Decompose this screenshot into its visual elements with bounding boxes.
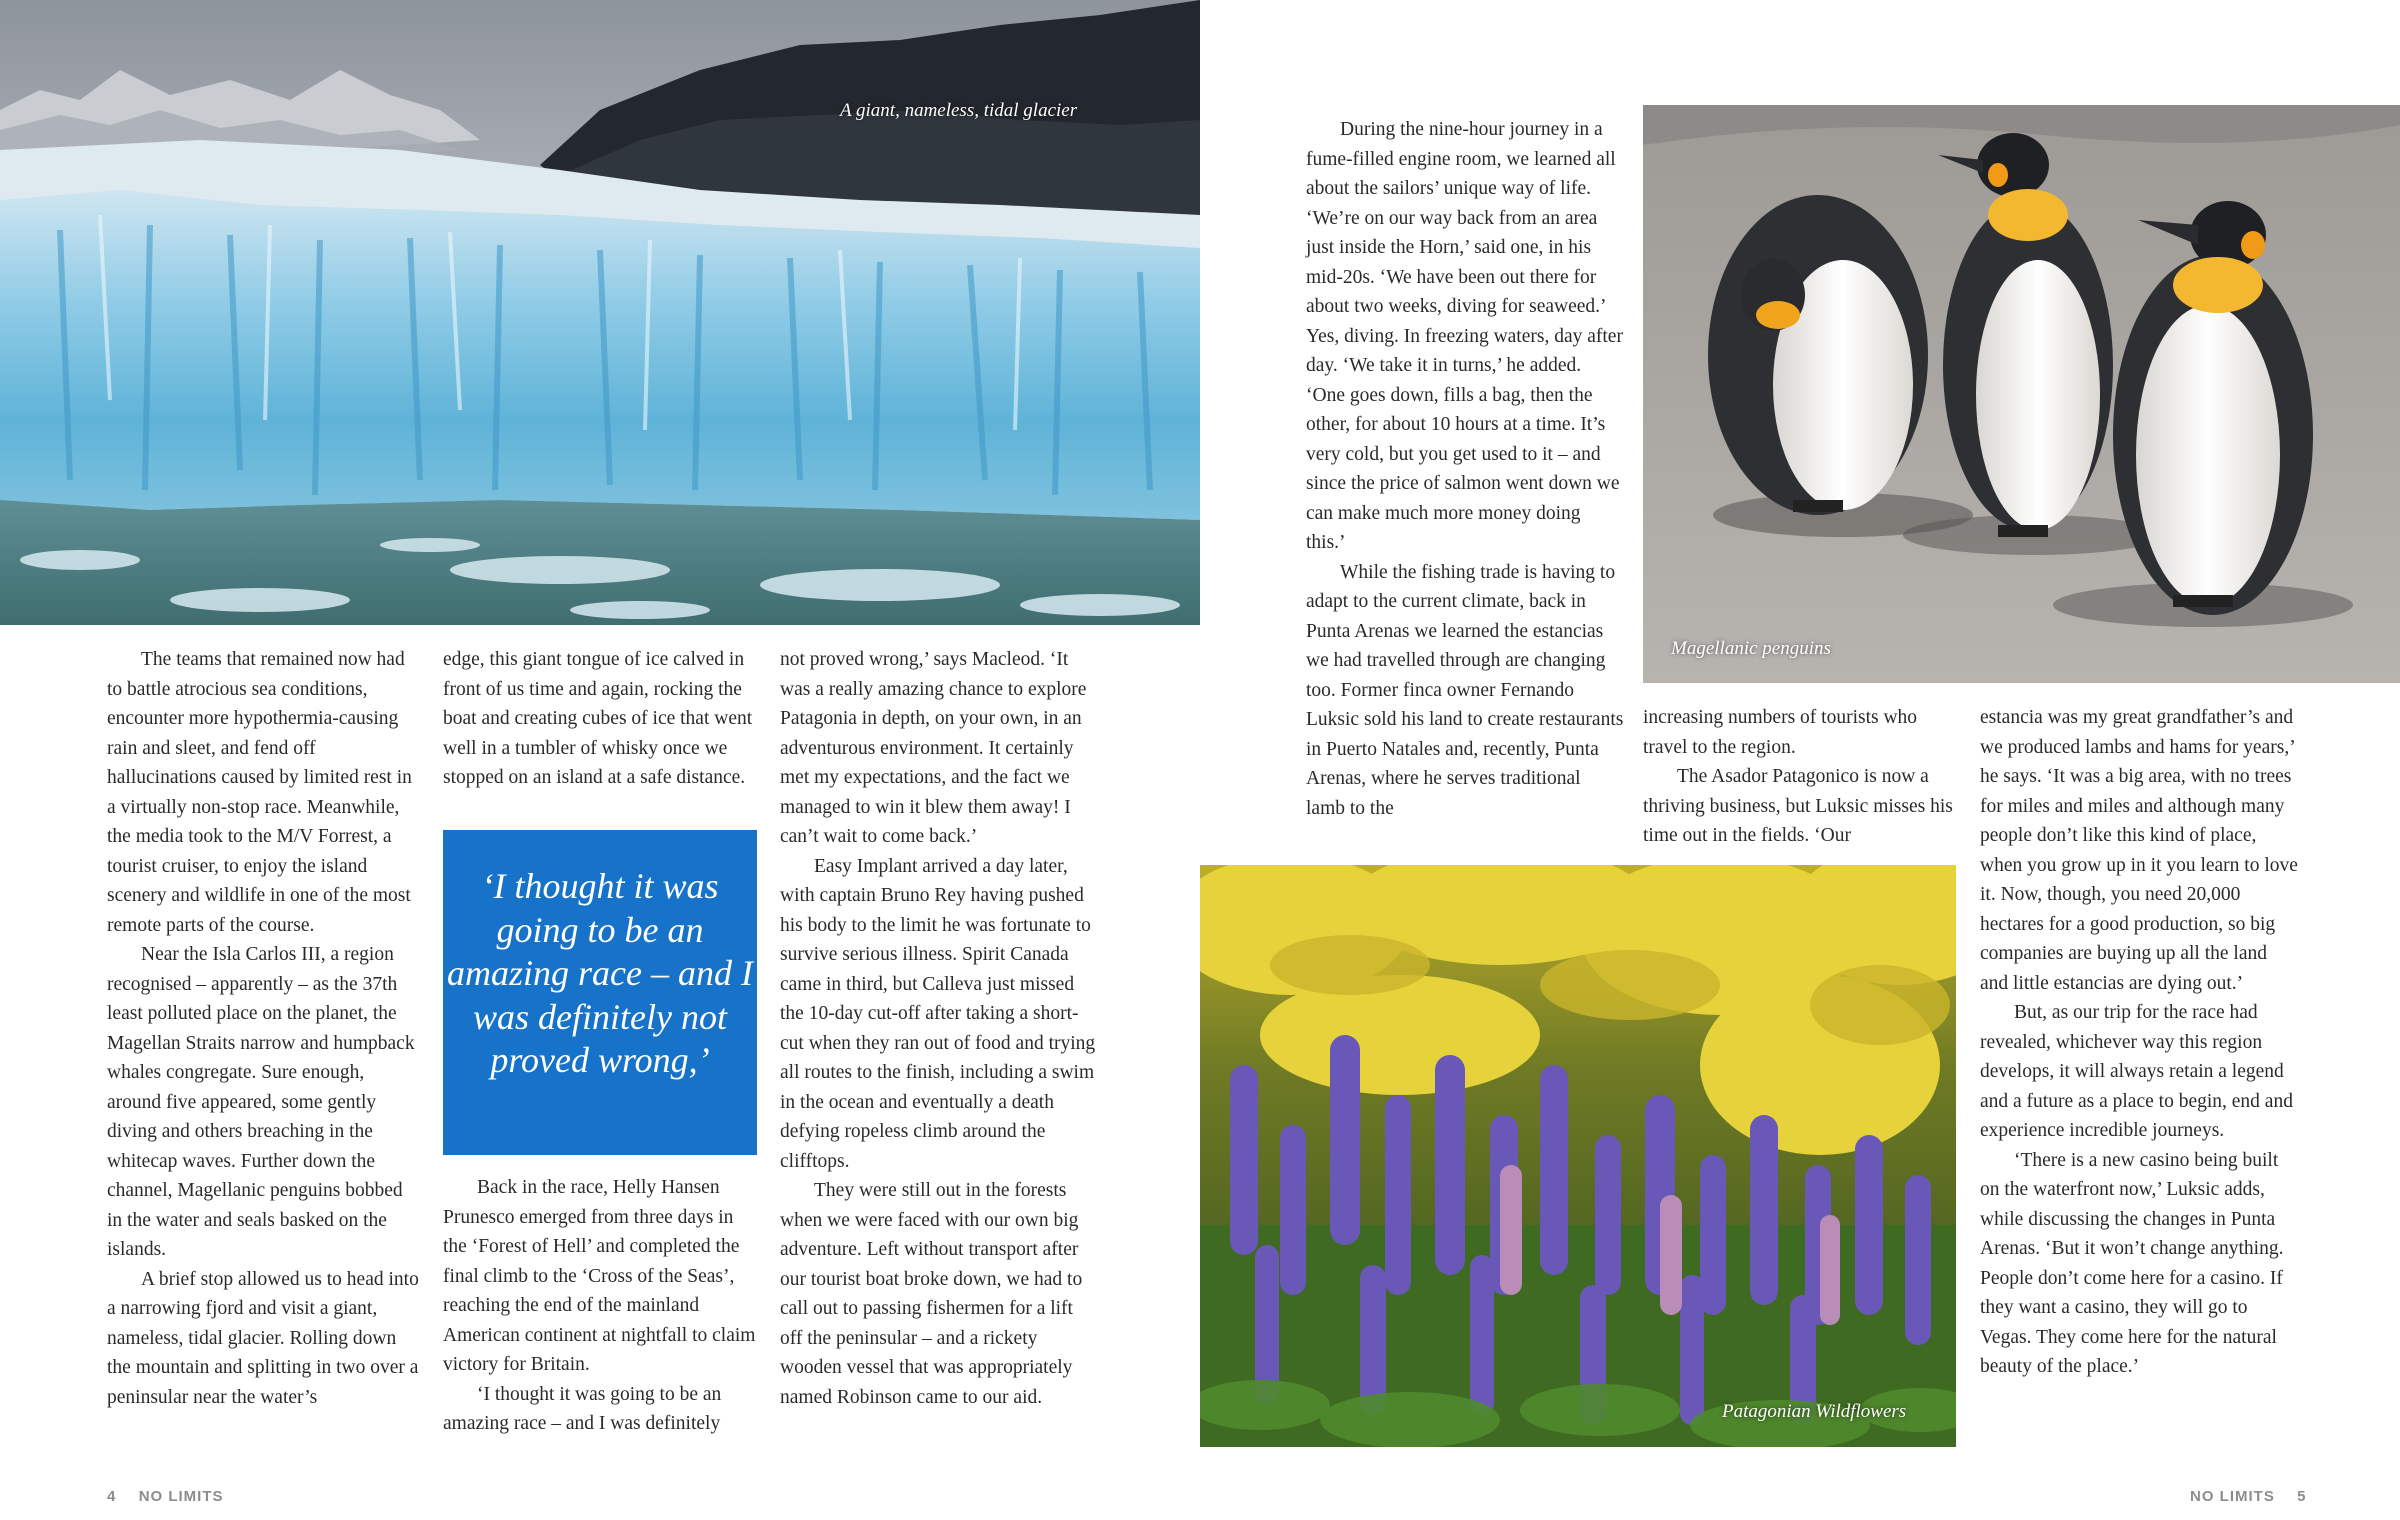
- page-number-right: 5: [2297, 1488, 2307, 1505]
- article-column-3: [780, 645, 1100, 1412]
- paragraph: not proved wrong,’ says Macleod. ‘It was a really amazing chance to explore Patagonia in depth, on your own, in an adventurous environment. It certainly met my expectations, and the fact we managed to win it blew them away! I can’t wait to come back.’: [780, 649, 1087, 847]
- footer-right: [2190, 1488, 2307, 1505]
- glacier-photo: [0, 0, 1200, 625]
- footer-left: [107, 1488, 224, 1505]
- paragraph: estancia was my great grandfather’s and we produced lambs and hams for years,’ he says. ‘It was a big area, with no trees for miles and miles and although many people don’t like this kind of place, when you grow up in it you learn to love it. Now, though, you need 20,000 hectares for a good production, so big companies are buying up all the land and little estancias are dying out.’: [1980, 707, 2298, 994]
- glacier-caption: A giant, nameless, tidal glacier: [840, 100, 1078, 121]
- paragraph: Back in the race, Helly Hansen Prunesco emerged from three days in the ‘Forest of Hell’ and completed the final climb to the ‘Cross of the Seas’, reaching the end of the mainland American continent at nightfall to claim victory for Britain.: [443, 1177, 756, 1375]
- article-column-4: [1306, 115, 1624, 823]
- page-number-left: 4: [107, 1488, 117, 1505]
- wildflowers-photo: [1200, 865, 1956, 1447]
- article-column-2-top: [443, 645, 761, 793]
- magazine-title-right: NO LIMITS: [2190, 1488, 2275, 1505]
- article-column-5: [1643, 703, 1961, 851]
- paragraph: increasing numbers of tourists who travel to the region.: [1643, 707, 1918, 758]
- magazine-title-left: NO LIMITS: [138, 1488, 224, 1505]
- paragraph: The teams that remained now had to battle atrocious sea conditions, encounter more hypothermia-causing rain and sleet, and fend off hallucinations caused by limited rest in a virtually non-stop race. Meanwhile, the media took to the M/V Forrest, a tourist cruiser, to enjoy the island scenery and wildlife in one of the most remote parts of the course.: [107, 649, 412, 936]
- paragraph: ‘I thought it was going to be an amazing race – and I was definitely: [443, 1383, 722, 1434]
- paragraph: During the nine-hour journey in a fume-filled engine room, we learned all about the sailors’ unique way of life. ‘We’re on our way back from an area just inside the Horn,’ said one, in his mid-20s. ‘We have been out there for about two weeks, diving for seaweed.’ Yes, diving. In freezing waters, day after day. ‘We take it in turns,’ he added. ‘One goes down, fills a bag, then the other, for about 10 hours at a time. It’s very cold, but you get used to it – and since the price of salmon went down we can make much more money doing this.’: [1306, 119, 1623, 553]
- pull-quote: [443, 830, 757, 1155]
- paragraph: But, as our trip for the race had revealed, whichever way this region develops, it will always retain a legend and a future as a place to begin, end and experience incredible journeys.: [1980, 1002, 2293, 1141]
- paragraph: They were still out in the forests when we were faced with our own big adventure. Left without transport after our tourist boat broke down, we had to call out to passing fishermen for a lift off the peninsular – and a rickety wooden vessel that was appropriately named Robinson came to our aid.: [780, 1180, 1083, 1408]
- wildflowers-caption: Patagonian Wildflowers: [1722, 1401, 1907, 1422]
- article-column-6: [1980, 703, 2298, 1382]
- paragraph: ‘There is a new casino being built on the waterfront now,’ Luksic adds, while discussing the changes in Punta Arenas. ‘But it won’t change anything. People don’t come here for a casino. If they want a casino, they will go to Vegas. They come here for the natural beauty of the place.’: [1980, 1149, 2284, 1377]
- pull-quote-text: ‘I thought it was going to be an amazing race – and I was definitely not proved wrong,’: [447, 866, 753, 1080]
- paragraph: While the fishing trade is having to adapt to the current climate, back in Punta Arenas we learned the estancias we had travelled through are changing too. Former finca owner Fernando Luksic sold his land to create restaurants in Puerto Natales and, recently, Punta Arenas, where he serves traditional lamb to the: [1306, 561, 1624, 819]
- paragraph: Near the Isla Carlos III, a region recognised – apparently – as the 37th least polluted place on the planet, the Magellan Straits narrow and humpback whales congregate. Sure enough, around five appeared, some gently diving and others breaching in the whitecap waves. Further down the channel, Magellanic penguins bobbed in the water and seals basked on the islands.: [107, 944, 415, 1260]
- article-column-2-bottom: [443, 1173, 761, 1439]
- penguins-caption: Magellanic penguins: [1671, 638, 1831, 659]
- article-column-1: [107, 645, 419, 1412]
- penguins-photo: [1643, 105, 2400, 683]
- paragraph: edge, this giant tongue of ice calved in front of us time and again, rocking the boat and creating cubes of ice that went well in a tumbler of whisky once we stopped on an island at a safe distance.: [443, 649, 753, 788]
- paragraph: A brief stop allowed us to head into a narrowing fjord and visit a giant, nameless, tidal glacier. Rolling down the mountain and splitting in two over a peninsular near the water’s: [107, 1268, 419, 1408]
- paragraph: The Asador Patagonico is now a thriving business, but Luksic misses his time out in the fields. ‘Our: [1643, 766, 1953, 846]
- paragraph: Easy Implant arrived a day later, with captain Bruno Rey having pushed his body to the limit he was fortunate to survive serious illness. Spirit Canada came in third, but Calleva just missed the 10-day cut-off after taking a short-cut when they ran out of food and trying all routes to the finish, including a swim in the ocean and eventually a death defying ropeless climb around the clifftops.: [780, 855, 1096, 1172]
